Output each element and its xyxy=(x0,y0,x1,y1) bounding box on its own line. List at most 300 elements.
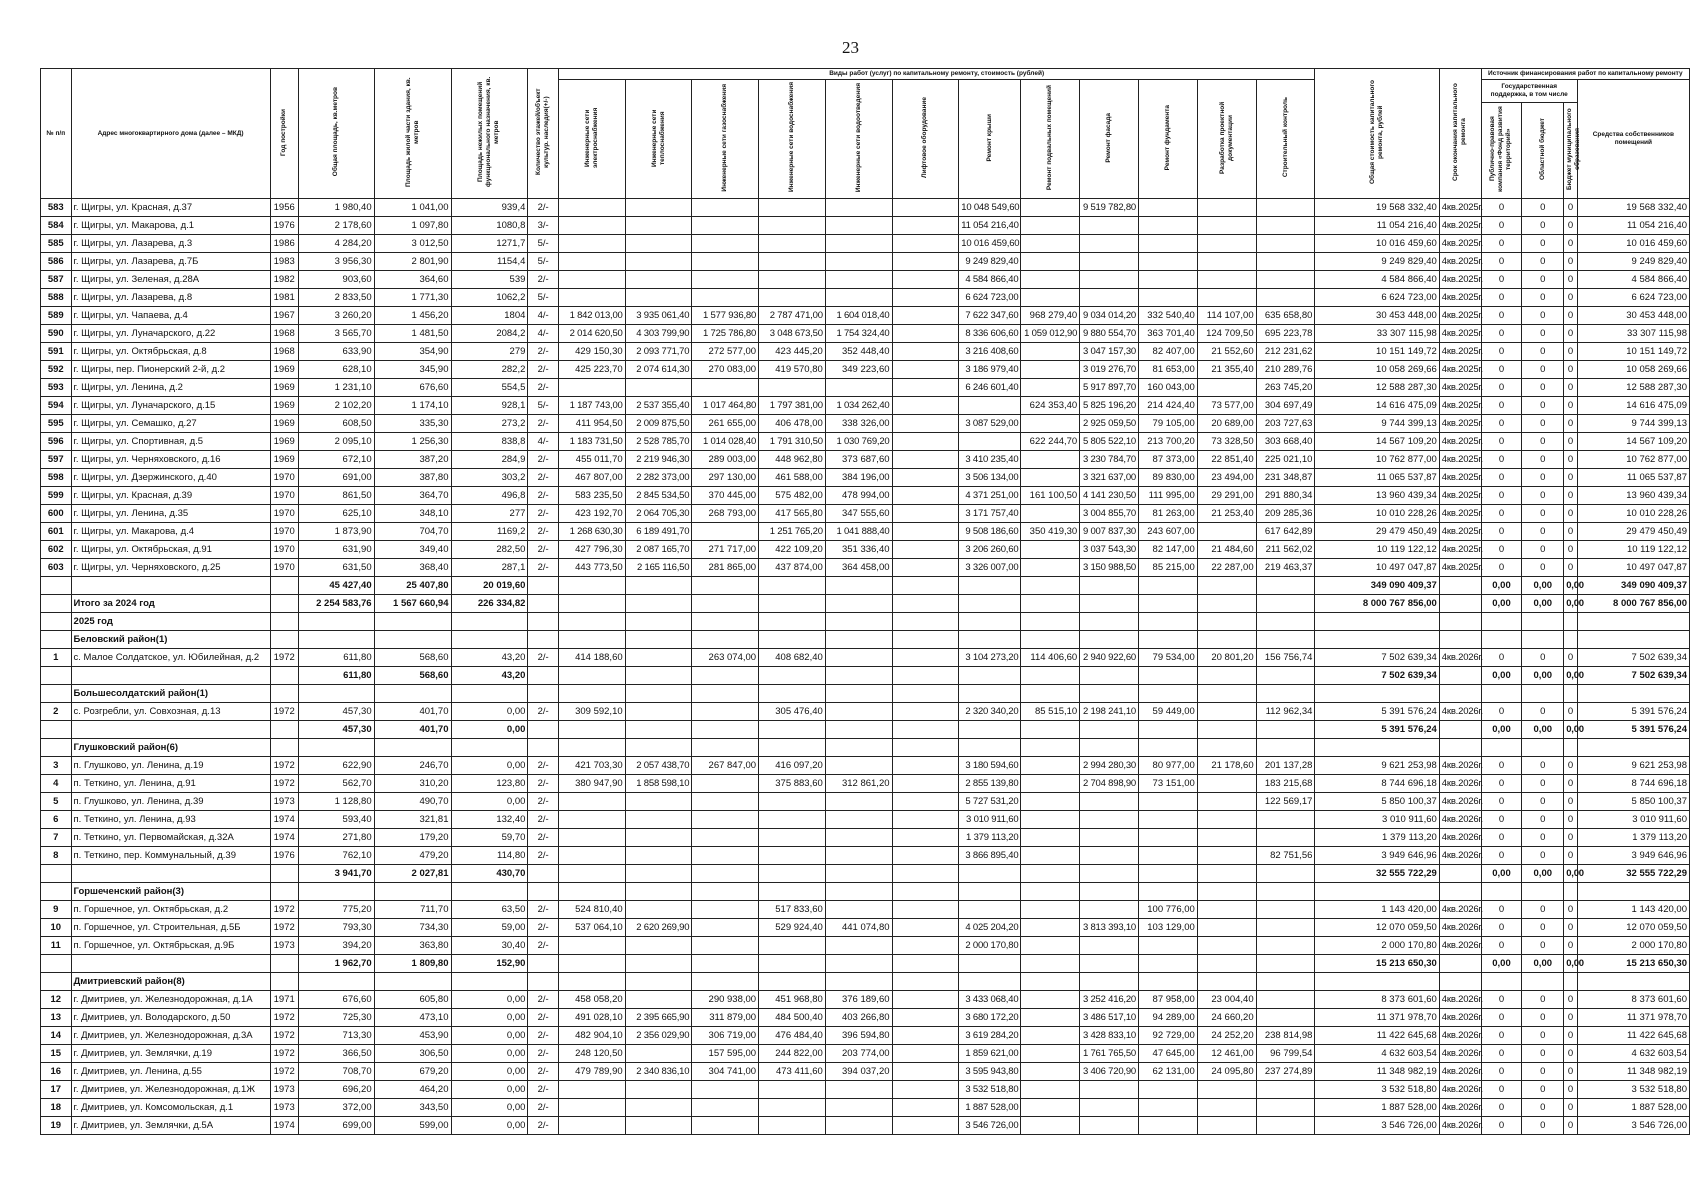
table-row xyxy=(41,397,1690,415)
row-floors: 2/- xyxy=(528,199,559,217)
row-year: 1983 xyxy=(270,253,298,271)
row-municipal: 0 xyxy=(1564,775,1578,793)
row-regional: 0 xyxy=(1522,1081,1564,1099)
row-work-cost: 2 219 946,30 xyxy=(625,451,692,469)
row-work-cost: 261 655,00 xyxy=(692,415,759,433)
section-empty xyxy=(1439,739,1481,757)
row-total-cost: 9 621 253,98 xyxy=(1315,757,1439,775)
row-work-cost xyxy=(892,289,959,307)
row-work-cost: 3 004 855,70 xyxy=(1080,505,1139,523)
row-work-cost: 23 494,00 xyxy=(1197,469,1256,487)
row-municipal: 0 xyxy=(1564,793,1578,811)
row-work-cost: 3 486 517,10 xyxy=(1080,1009,1139,1027)
row-fund: 0 xyxy=(1481,1027,1522,1045)
row-work-cost xyxy=(892,1045,959,1063)
row-owners: 9 249 829,40 xyxy=(1577,253,1689,271)
row-owners: 33 307 115,98 xyxy=(1577,325,1689,343)
section-empty xyxy=(1080,685,1139,703)
row-work-cost: 114 107,00 xyxy=(1197,307,1256,325)
row-municipal: 0 xyxy=(1564,217,1578,235)
row-year: 1981 xyxy=(270,289,298,307)
header-state-support: Государственная поддержка, в том числе xyxy=(1481,80,1577,103)
section-empty xyxy=(270,631,298,649)
row-municipal: 0 xyxy=(1564,1063,1578,1081)
row-total-cost: 10 058 269,66 xyxy=(1315,361,1439,379)
subtotal-empty xyxy=(1021,667,1080,685)
row-work-cost xyxy=(1080,793,1139,811)
row-municipal: 0 xyxy=(1564,469,1578,487)
section-empty xyxy=(1522,685,1564,703)
row-work-cost xyxy=(1197,829,1256,847)
subtotal-empty xyxy=(1080,955,1139,973)
row-floors: 2/- xyxy=(528,469,559,487)
row-work-cost xyxy=(825,793,892,811)
subtotal-empty xyxy=(558,955,625,973)
section-empty xyxy=(528,883,559,901)
row-term: 4кв.2025г. xyxy=(1439,289,1481,307)
row-owners: 4 632 603,54 xyxy=(1577,1045,1689,1063)
row-living-area: 349,40 xyxy=(374,541,451,559)
row-owners: 10 497 047,87 xyxy=(1577,559,1689,577)
section-empty xyxy=(892,973,959,991)
row-work-cost: 82 147,00 xyxy=(1139,541,1198,559)
section-empty xyxy=(759,613,826,631)
row-municipal: 0 xyxy=(1564,1081,1578,1099)
row-year: 1972 xyxy=(270,1063,298,1081)
table-row xyxy=(41,937,1690,955)
subtotal-regional: 0,00 xyxy=(1522,955,1564,973)
section-empty xyxy=(298,883,374,901)
row-work-cost xyxy=(1021,1045,1080,1063)
row-floors: 2/- xyxy=(528,415,559,433)
row-term: 4кв.2026г. xyxy=(1439,1027,1481,1045)
header-regional: Областной бюджет xyxy=(1538,118,1546,180)
row-year: 1968 xyxy=(270,343,298,361)
row-work-cost: 2 845 534,50 xyxy=(625,487,692,505)
row-term: 4кв.2026г. xyxy=(1439,793,1481,811)
section-empty xyxy=(959,685,1021,703)
section-spacer xyxy=(41,631,72,649)
row-work-cost: 312 861,20 xyxy=(825,775,892,793)
table-row xyxy=(41,919,1690,937)
row-living-area: 679,20 xyxy=(374,1063,451,1081)
row-work-cost: 3 428 833,10 xyxy=(1080,1027,1139,1045)
table-row xyxy=(41,253,1690,271)
row-regional: 0 xyxy=(1522,1099,1564,1117)
row-year: 1972 xyxy=(270,1009,298,1027)
row-work-cost: 441 074,80 xyxy=(825,919,892,937)
row-work-cost xyxy=(1256,289,1315,307)
row-fund: 0 xyxy=(1481,451,1522,469)
row-address: п. Горшечное, ул. Строительная, д.5Б xyxy=(71,919,270,937)
row-total-area: 725,30 xyxy=(298,1009,374,1027)
section-empty xyxy=(892,685,959,703)
row-regional: 0 xyxy=(1522,487,1564,505)
row-work-cost xyxy=(825,811,892,829)
row-work-cost xyxy=(759,235,826,253)
row-municipal: 0 xyxy=(1564,1027,1578,1045)
section-empty xyxy=(1021,883,1080,901)
row-work-cost xyxy=(1021,847,1080,865)
row-work-cost xyxy=(1021,415,1080,433)
section-label: Большесолдатский район(1) xyxy=(71,685,270,703)
row-number: 17 xyxy=(41,1081,72,1099)
row-work-cost xyxy=(825,1081,892,1099)
row-owners: 10 058 269,66 xyxy=(1577,361,1689,379)
row-work-cost xyxy=(1021,343,1080,361)
row-number: 603 xyxy=(41,559,72,577)
subtotal-municipal: 0,00 xyxy=(1564,595,1578,613)
subtotal-empty xyxy=(528,667,559,685)
row-term: 4кв.2026г. xyxy=(1439,1063,1481,1081)
row-work-cost xyxy=(1080,217,1139,235)
subtotal-empty xyxy=(1021,865,1080,883)
subtotal-empty xyxy=(692,595,759,613)
row-term: 4кв.2026г. xyxy=(1439,847,1481,865)
row-total-area: 608,50 xyxy=(298,415,374,433)
row-work-cost xyxy=(892,487,959,505)
row-work-cost xyxy=(1197,217,1256,235)
row-work-cost: 73 151,00 xyxy=(1139,775,1198,793)
row-work-cost xyxy=(759,811,826,829)
row-regional: 0 xyxy=(1522,361,1564,379)
subtotal-empty xyxy=(1080,721,1139,739)
subtotal-row xyxy=(41,667,1690,685)
row-work-cost: 47 645,00 xyxy=(1139,1045,1198,1063)
section-empty xyxy=(1139,613,1198,631)
row-work-cost: 12 461,00 xyxy=(1197,1045,1256,1063)
section-empty xyxy=(1315,685,1439,703)
section-empty xyxy=(1197,685,1256,703)
subtotal-fund: 0,00 xyxy=(1481,595,1522,613)
table-row xyxy=(41,1027,1690,1045)
row-work-cost: 237 274,89 xyxy=(1256,1063,1315,1081)
row-number: 583 xyxy=(41,199,72,217)
row-municipal: 0 xyxy=(1564,361,1578,379)
row-work-cost: 437 874,00 xyxy=(759,559,826,577)
row-number: 588 xyxy=(41,289,72,307)
row-work-cost xyxy=(1021,1081,1080,1099)
row-owners: 9 744 399,13 xyxy=(1577,415,1689,433)
row-total-area: 3 956,30 xyxy=(298,253,374,271)
row-work-cost xyxy=(1021,1063,1080,1081)
row-work-cost xyxy=(825,1099,892,1117)
row-living-area: 1 771,30 xyxy=(374,289,451,307)
row-regional: 0 xyxy=(1522,343,1564,361)
subtotal-empty xyxy=(1439,667,1481,685)
subtotal-empty xyxy=(825,667,892,685)
row-work-cost: 96 799,54 xyxy=(1256,1045,1315,1063)
row-fund: 0 xyxy=(1481,379,1522,397)
row-living-area: 599,00 xyxy=(374,1117,451,1135)
subtotal-spacer xyxy=(270,667,298,685)
row-term: 4кв.2026г. xyxy=(1439,1117,1481,1135)
row-work-cost xyxy=(892,505,959,523)
row-work-cost xyxy=(1080,289,1139,307)
header-work-7: Ремонт крыши xyxy=(985,113,993,162)
row-owners: 11 348 982,19 xyxy=(1577,1063,1689,1081)
row-fund: 0 xyxy=(1481,397,1522,415)
row-work-cost: 87 373,00 xyxy=(1139,451,1198,469)
row-work-cost xyxy=(959,397,1021,415)
row-work-cost: 3 410 235,40 xyxy=(959,451,1021,469)
row-nonres-area: 539 xyxy=(451,271,528,289)
section-empty xyxy=(451,631,528,649)
section-empty xyxy=(270,613,298,631)
row-regional: 0 xyxy=(1522,649,1564,667)
row-owners: 3 949 646,96 xyxy=(1577,847,1689,865)
row-work-cost xyxy=(1080,847,1139,865)
row-work-cost: 421 703,30 xyxy=(558,757,625,775)
row-work-cost xyxy=(892,433,959,451)
row-fund: 0 xyxy=(1481,505,1522,523)
subtotal-total-cost: 32 555 722,29 xyxy=(1315,865,1439,883)
row-work-cost xyxy=(692,1117,759,1135)
subtotal-regional: 0,00 xyxy=(1522,667,1564,685)
row-living-area: 711,70 xyxy=(374,901,451,919)
row-work-cost: 1 059 012,90 xyxy=(1021,325,1080,343)
row-municipal: 0 xyxy=(1564,271,1578,289)
row-total-area: 2 178,60 xyxy=(298,217,374,235)
row-work-cost xyxy=(558,379,625,397)
row-work-cost: 103 129,00 xyxy=(1139,919,1198,937)
section-empty xyxy=(528,739,559,757)
section-empty xyxy=(825,739,892,757)
row-work-cost: 21 253,40 xyxy=(1197,505,1256,523)
row-work-cost: 2 620 269,90 xyxy=(625,919,692,937)
row-floors: 2/- xyxy=(528,847,559,865)
row-work-cost: 11 054 216,40 xyxy=(959,217,1021,235)
row-work-cost: 306 719,00 xyxy=(692,1027,759,1045)
row-living-area: 401,70 xyxy=(374,703,451,721)
row-work-cost: 1 842 013,00 xyxy=(558,307,625,325)
row-year: 1969 xyxy=(270,433,298,451)
row-work-cost xyxy=(1197,1099,1256,1117)
row-work-cost xyxy=(1139,289,1198,307)
subtotal-empty xyxy=(558,595,625,613)
row-work-cost xyxy=(1197,901,1256,919)
row-year: 1970 xyxy=(270,469,298,487)
row-work-cost xyxy=(1197,847,1256,865)
row-living-area: 734,30 xyxy=(374,919,451,937)
row-living-area: 473,10 xyxy=(374,1009,451,1027)
header-owners: Средства собственников помещений xyxy=(1577,80,1689,199)
row-owners: 30 453 448,00 xyxy=(1577,307,1689,325)
row-municipal: 0 xyxy=(1564,307,1578,325)
row-work-cost xyxy=(692,811,759,829)
row-municipal: 0 xyxy=(1564,1009,1578,1027)
row-fund: 0 xyxy=(1481,541,1522,559)
row-work-cost: 537 064,10 xyxy=(558,919,625,937)
row-work-cost xyxy=(558,235,625,253)
row-work-cost: 408 682,40 xyxy=(759,649,826,667)
row-floors: 5/- xyxy=(528,397,559,415)
row-work-cost: 81 653,00 xyxy=(1139,361,1198,379)
row-year: 1972 xyxy=(270,901,298,919)
row-address: г. Щигры, ул. Дзержинского, д.40 xyxy=(71,469,270,487)
row-year: 1972 xyxy=(270,757,298,775)
section-empty xyxy=(625,973,692,991)
row-work-cost: 1 859 621,00 xyxy=(959,1045,1021,1063)
row-address: г. Дмитриев, ул. Железнодорожная, д.3А xyxy=(71,1027,270,1045)
row-work-cost: 583 235,50 xyxy=(558,487,625,505)
row-work-cost xyxy=(892,361,959,379)
row-work-cost xyxy=(1080,253,1139,271)
row-work-cost: 225 021,10 xyxy=(1256,451,1315,469)
row-fund: 0 xyxy=(1481,343,1522,361)
row-nonres-area: 1804 xyxy=(451,307,528,325)
row-work-cost xyxy=(558,793,625,811)
row-owners: 11 371 978,70 xyxy=(1577,1009,1689,1027)
row-work-cost: 267 847,00 xyxy=(692,757,759,775)
row-floors: 4/- xyxy=(528,307,559,325)
row-work-cost xyxy=(1021,991,1080,1009)
row-work-cost xyxy=(1256,1009,1315,1027)
row-work-cost xyxy=(625,901,692,919)
row-work-cost: 4 141 230,50 xyxy=(1080,487,1139,505)
row-work-cost xyxy=(759,289,826,307)
row-work-cost xyxy=(1197,703,1256,721)
section-spacer xyxy=(41,613,72,631)
row-work-cost xyxy=(692,235,759,253)
row-work-cost: 80 977,00 xyxy=(1139,757,1198,775)
row-total-area: 633,90 xyxy=(298,343,374,361)
row-nonres-area: 282,2 xyxy=(451,361,528,379)
row-work-cost: 73 577,00 xyxy=(1197,397,1256,415)
row-address: г. Щигры, ул. Октябрьская, д.91 xyxy=(71,541,270,559)
row-fund: 0 xyxy=(1481,361,1522,379)
row-work-cost xyxy=(1139,811,1198,829)
table-row xyxy=(41,469,1690,487)
row-municipal: 0 xyxy=(1564,1117,1578,1135)
row-work-cost: 244 822,00 xyxy=(759,1045,826,1063)
row-address: г. Щигры, ул. Октябрьская, д.8 xyxy=(71,343,270,361)
row-number: 598 xyxy=(41,469,72,487)
row-living-area: 246,70 xyxy=(374,757,451,775)
row-term: 4кв.2025г. xyxy=(1439,379,1481,397)
header-work-9: Ремонт фасада xyxy=(1105,112,1113,163)
subtotal-empty xyxy=(892,577,959,595)
row-total-area: 4 284,20 xyxy=(298,235,374,253)
row-work-cost: 5 917 897,70 xyxy=(1080,379,1139,397)
row-living-area: 2 801,90 xyxy=(374,253,451,271)
table-row xyxy=(41,703,1690,721)
header-work-6: Лифтовое оборудование xyxy=(921,97,929,178)
row-living-area: 363,80 xyxy=(374,937,451,955)
row-work-cost xyxy=(759,379,826,397)
row-floors: 2/- xyxy=(528,1045,559,1063)
row-work-cost: 4 371 251,00 xyxy=(959,487,1021,505)
row-work-cost xyxy=(1021,199,1080,217)
row-work-cost xyxy=(1021,505,1080,523)
header-fund: Публично-правовая компания «Фонд развития территорий» xyxy=(1489,106,1513,192)
section-empty xyxy=(1080,973,1139,991)
row-work-cost xyxy=(825,937,892,955)
row-floors: 2/- xyxy=(528,919,559,937)
row-owners: 19 568 332,40 xyxy=(1577,199,1689,217)
section-empty xyxy=(959,883,1021,901)
row-nonres-area: 0,00 xyxy=(451,1045,528,1063)
row-work-cost: 476 484,40 xyxy=(759,1027,826,1045)
section-row xyxy=(41,613,1690,631)
row-work-cost: 82 407,00 xyxy=(1139,343,1198,361)
row-term: 4кв.2025г. xyxy=(1439,397,1481,415)
subtotal-living-area: 568,60 xyxy=(374,667,451,685)
row-work-cost xyxy=(625,199,692,217)
subtotal-empty xyxy=(1256,577,1315,595)
row-work-cost: 9 508 186,60 xyxy=(959,523,1021,541)
subtotal-living-area: 401,70 xyxy=(374,721,451,739)
subtotal-empty xyxy=(1197,955,1256,973)
row-work-cost: 394 037,20 xyxy=(825,1063,892,1081)
row-regional: 0 xyxy=(1522,307,1564,325)
page-number: 23 xyxy=(842,38,859,57)
section-empty xyxy=(625,631,692,649)
row-work-cost xyxy=(759,1081,826,1099)
row-work-cost: 85 215,00 xyxy=(1139,559,1198,577)
row-work-cost xyxy=(1256,991,1315,1009)
row-year: 1972 xyxy=(270,1027,298,1045)
row-owners: 10 119 122,12 xyxy=(1577,541,1689,559)
row-work-cost: 3 206 260,60 xyxy=(959,541,1021,559)
subtotal-empty xyxy=(959,577,1021,595)
row-work-cost: 231 348,87 xyxy=(1256,469,1315,487)
row-term: 4кв.2025г. xyxy=(1439,235,1481,253)
subtotal-row xyxy=(41,595,1690,613)
row-fund: 0 xyxy=(1481,199,1522,217)
row-regional: 0 xyxy=(1522,379,1564,397)
row-term: 4кв.2025г. xyxy=(1439,415,1481,433)
row-total-area: 775,20 xyxy=(298,901,374,919)
header-work-10: Ремонт фундамента xyxy=(1163,104,1171,171)
row-regional: 0 xyxy=(1522,829,1564,847)
row-nonres-area: 0,00 xyxy=(451,1027,528,1045)
row-work-cost: 364 458,00 xyxy=(825,559,892,577)
row-work-cost: 122 569,17 xyxy=(1256,793,1315,811)
subtotal-label xyxy=(71,667,270,685)
row-floors: 2/- xyxy=(528,541,559,559)
section-empty xyxy=(1315,613,1439,631)
row-total-area: 631,90 xyxy=(298,541,374,559)
subtotal-fund: 0,00 xyxy=(1481,667,1522,685)
row-living-area: 3 012,50 xyxy=(374,235,451,253)
row-regional: 0 xyxy=(1522,289,1564,307)
row-municipal: 0 xyxy=(1564,325,1578,343)
section-empty xyxy=(558,613,625,631)
row-work-cost xyxy=(1256,811,1315,829)
row-floors: 3/- xyxy=(528,217,559,235)
section-empty xyxy=(1481,685,1522,703)
row-work-cost: 3 048 673,50 xyxy=(759,325,826,343)
section-empty xyxy=(528,631,559,649)
row-work-cost: 20 689,00 xyxy=(1197,415,1256,433)
row-work-cost: 443 773,50 xyxy=(558,559,625,577)
section-empty xyxy=(1197,613,1256,631)
row-work-cost xyxy=(825,901,892,919)
table-row xyxy=(41,775,1690,793)
row-work-cost xyxy=(558,1099,625,1117)
row-total-area: 1 873,90 xyxy=(298,523,374,541)
row-fund: 0 xyxy=(1481,811,1522,829)
row-living-area: 345,90 xyxy=(374,361,451,379)
row-work-cost xyxy=(692,199,759,217)
row-total-area: 625,10 xyxy=(298,505,374,523)
row-work-cost: 2 704 898,90 xyxy=(1080,775,1139,793)
row-work-cost xyxy=(892,1099,959,1117)
row-work-cost xyxy=(892,919,959,937)
row-work-cost xyxy=(692,271,759,289)
row-living-area: 387,20 xyxy=(374,451,451,469)
